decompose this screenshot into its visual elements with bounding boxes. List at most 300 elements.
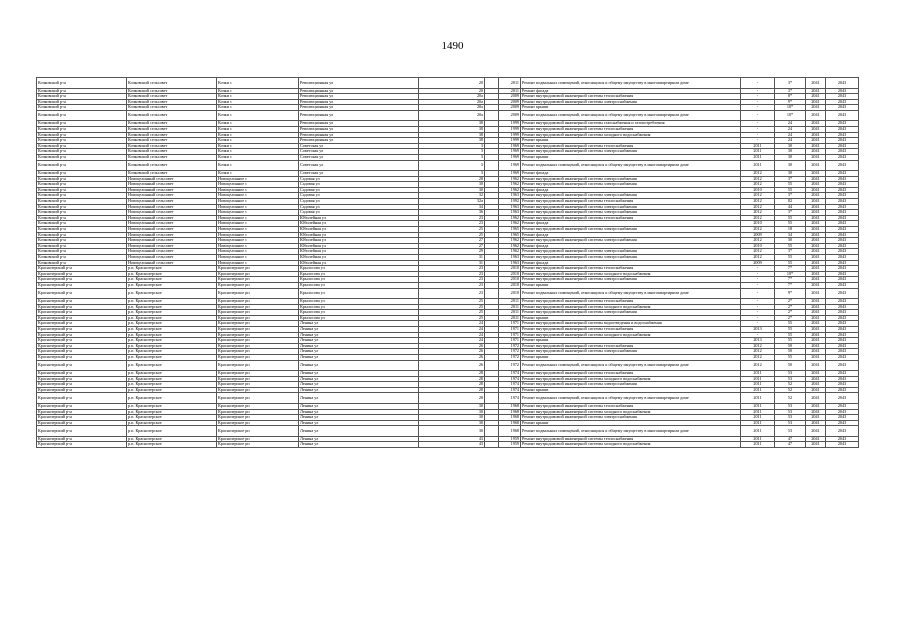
street-cell: Юбилейная ул (299, 238, 419, 244)
service-life-cell: 55 (775, 254, 806, 260)
plan-year-start-cell: 2041 (806, 160, 826, 171)
house-cell: 25 (419, 299, 485, 305)
year-cell: 1971 (499, 326, 521, 332)
start-year-cell: 2011 (741, 143, 775, 149)
district-cell: Кочковский р-н (37, 249, 127, 255)
plan-year-start-cell: 2041 (806, 243, 826, 249)
locality-cell: Новоцелинное с (217, 210, 299, 216)
locality-cell: Краснозерское рп (217, 288, 299, 299)
settlement-cell: р.п. Краснозерское (127, 326, 217, 332)
house-cell: 32а (419, 199, 485, 205)
locality-cell: Краснозерское рп (217, 326, 299, 332)
district-cell: Кочковский р-н (37, 254, 127, 260)
service-life-cell: 82 (775, 199, 806, 205)
settlement-cell: р.п. Краснозерское (127, 282, 217, 288)
service-life-cell: 30 (775, 238, 806, 244)
work-type-cell: Ремонт фасада (521, 187, 741, 193)
plan-year-start-cell: 2041 (806, 110, 826, 121)
start-year-cell: 2012 (741, 238, 775, 244)
year-cell: 1962 (499, 215, 521, 221)
service-life-cell: 53 (775, 371, 806, 377)
house-cell: 28 (419, 393, 485, 404)
service-life-cell: 55 (775, 243, 806, 249)
year-cell: 1974 (499, 393, 521, 404)
plan-year-end-cell: 2043 (826, 288, 859, 299)
work-type-cell: Ремонт подвальных помещений, относящихся к общему имуществу в многоквартирном доме (521, 426, 741, 437)
house-cell: 23 (419, 271, 485, 277)
locality-cell: Кочки с (217, 154, 299, 160)
house-cell: 36 (419, 210, 485, 216)
settlement-cell: Новоцелинный сельсовет (127, 254, 217, 260)
year-cell: 2010 (499, 288, 521, 299)
locality-cell: Новоцелинное с (217, 249, 299, 255)
settlement-cell: Новоцелинный сельсовет (127, 204, 217, 210)
locality-cell: Краснозерское рп (217, 403, 299, 409)
district-cell: Кочковский р-н (37, 215, 127, 221)
service-life-cell: 53 (775, 415, 806, 421)
work-type-cell: Ремонт внутридомовой инженерной системы электроснабжения (521, 99, 741, 105)
work-type-cell: Ремонт подвальных помещений, относящихся к общему имуществу в многоквартирном доме (521, 288, 741, 299)
settlement-cell: р.п. Краснозерское (127, 332, 217, 338)
plan-year-end-cell: 2043 (826, 409, 859, 415)
locality-cell: Кочки с (217, 171, 299, 177)
year-cell: 1974 (499, 382, 521, 388)
start-year-cell: 2010 (741, 221, 775, 227)
start-year-cell: - (741, 304, 775, 310)
plan-year-end-cell: 2043 (826, 187, 859, 193)
work-type-cell: Ремонт крыши (521, 338, 741, 344)
building-cell (485, 110, 499, 121)
work-type-cell: Ремонт внутридомовой инженерной системы теплоснабжения (521, 403, 741, 409)
start-year-cell: 2012 (741, 210, 775, 216)
street-cell: Революционная ул (299, 126, 419, 132)
house-cell: 20 (419, 78, 485, 89)
start-year-cell: - (741, 126, 775, 132)
locality-cell: Кочки с (217, 138, 299, 144)
year-cell: 1962 (499, 238, 521, 244)
settlement-cell: Новоцелинный сельсовет (127, 199, 217, 205)
plan-year-start-cell: 2041 (806, 436, 826, 442)
district-cell: Краснозерский р-н (37, 332, 127, 338)
start-year-cell: 2011 (741, 403, 775, 409)
year-cell: 1963 (499, 254, 521, 260)
service-life-cell: 52 (775, 393, 806, 404)
street-cell: Крылосова ул (299, 271, 419, 277)
start-year-cell: - (741, 99, 775, 105)
district-cell: Кочковский р-н (37, 171, 127, 177)
work-type-cell: Ремонт внутридомовой инженерной системы электроснабжения (521, 210, 741, 216)
plan-year-start-cell: 2041 (806, 393, 826, 404)
street-cell: Революционная ул (299, 94, 419, 100)
district-cell: Кочковский р-н (37, 238, 127, 244)
house-cell: 30 (419, 187, 485, 193)
start-year-cell: 2012 (741, 204, 775, 210)
house-cell: 23 (419, 221, 485, 227)
service-life-cell: 3* (775, 249, 806, 255)
district-cell: Краснозерский р-н (37, 349, 127, 355)
house-cell: 30 (419, 420, 485, 426)
plan-year-start-cell: 2041 (806, 426, 826, 437)
start-year-cell: 2012 (741, 215, 775, 221)
street-cell: Ленина ул (299, 338, 419, 344)
plan-year-start-cell: 2041 (806, 232, 826, 238)
service-life-cell: 7* (775, 266, 806, 272)
street-cell: Революционная ул (299, 78, 419, 89)
locality-cell: Новоцелинное с (217, 176, 299, 182)
district-cell: Краснозерский р-н (37, 343, 127, 349)
settlement-cell: р.п. Краснозерское (127, 304, 217, 310)
street-cell: Крылосова ул (299, 304, 419, 310)
locality-cell: Краснозерское рп (217, 442, 299, 448)
house-cell: 27 (419, 243, 485, 249)
plan-year-start-cell: 2041 (806, 387, 826, 393)
service-life-cell: 30 (775, 143, 806, 149)
house-cell: 38 (419, 132, 485, 138)
year-cell: 1965 (499, 226, 521, 232)
house-cell: 3 (419, 154, 485, 160)
street-cell: Крылосова ул (299, 315, 419, 321)
service-life-cell: 44 (775, 204, 806, 210)
building-cell (485, 442, 499, 448)
plan-year-end-cell: 2043 (826, 442, 859, 448)
building-cell (485, 360, 499, 371)
settlement-cell: Кочковский сельсовет (127, 160, 217, 171)
district-cell: Краснозерский р-н (37, 299, 127, 305)
house-cell: 30 (419, 182, 485, 188)
house-cell: 31 (419, 254, 485, 260)
work-type-cell: Ремонт фасада (521, 88, 741, 94)
settlement-cell: р.п. Краснозерское (127, 321, 217, 327)
street-cell: Садовая ул (299, 193, 419, 199)
year-cell: 2011 (499, 310, 521, 316)
service-life-cell: 55 (775, 260, 806, 266)
street-cell: Ленина ул (299, 332, 419, 338)
plan-year-start-cell: 2041 (806, 282, 826, 288)
work-type-cell: Ремонт фасада (521, 171, 741, 177)
table-row (37, 160, 859, 171)
year-cell: 2011 (499, 304, 521, 310)
street-cell: Ленина ул (299, 371, 419, 377)
street-cell: Революционная ул (299, 99, 419, 105)
service-life-cell: 9* (775, 99, 806, 105)
street-cell: Садовая ул (299, 187, 419, 193)
district-cell: Кочковский р-н (37, 210, 127, 216)
work-type-cell: Ремонт внутридомовой инженерной системы электроснабжения (521, 182, 741, 188)
locality-cell: Краснозерское рп (217, 376, 299, 382)
plan-year-start-cell: 2041 (806, 149, 826, 155)
locality-cell: Краснозерское рп (217, 343, 299, 349)
work-type-cell: Ремонт внутридомовой инженерной системы электроснабжения (521, 238, 741, 244)
plan-year-start-cell: 2041 (806, 343, 826, 349)
service-life-cell: 34 (775, 232, 806, 238)
start-year-cell: 2010 (741, 243, 775, 249)
service-life-cell: 10* (775, 110, 806, 121)
house-cell: 3 (419, 143, 485, 149)
year-cell: 1969 (499, 149, 521, 155)
work-type-cell: Ремонт внутридомовой инженерной системы электроснабжения (521, 204, 741, 210)
locality-cell: Краснозерское рп (217, 415, 299, 421)
plan-year-end-cell: 2043 (826, 243, 859, 249)
year-cell: 1999 (499, 126, 521, 132)
plan-year-start-cell: 2041 (806, 409, 826, 415)
house-cell: 23 (419, 277, 485, 283)
street-cell: Юбилейная ул (299, 254, 419, 260)
service-life-cell: 47 (775, 436, 806, 442)
work-type-cell: Ремонт внутридомовой инженерной системы теплоснабжения (521, 94, 741, 100)
plan-year-start-cell: 2041 (806, 415, 826, 421)
district-cell: Кочковский р-н (37, 232, 127, 238)
service-life-cell: 52 (775, 387, 806, 393)
plan-year-start-cell: 2041 (806, 238, 826, 244)
building-cell (485, 426, 499, 437)
service-life-cell: 24 (775, 132, 806, 138)
settlement-cell: Кочковский сельсовет (127, 99, 217, 105)
settlement-cell: Новоцелинный сельсовет (127, 182, 217, 188)
year-cell: 1971 (499, 332, 521, 338)
work-type-cell: Ремонт внутридомовой инженерной системы теплоснабжения (521, 371, 741, 377)
plan-year-end-cell: 2043 (826, 110, 859, 121)
work-type-cell: Ремонт фасада (521, 243, 741, 249)
street-cell: Ленина ул (299, 326, 419, 332)
service-life-cell: 30 (775, 171, 806, 177)
plan-year-end-cell: 2043 (826, 332, 859, 338)
plan-year-start-cell: 2041 (806, 193, 826, 199)
service-life-cell: 55 (775, 338, 806, 344)
work-type-cell: Ремонт внутридомовой инженерной системы газоснабжения и газопотребления (521, 121, 741, 127)
service-life-cell: 2* (775, 304, 806, 310)
table-row (37, 360, 859, 371)
settlement-cell: р.п. Краснозерское (127, 382, 217, 388)
district-cell: Краснозерский р-н (37, 376, 127, 382)
start-year-cell: 2013 (741, 326, 775, 332)
district-cell: Кочковский р-н (37, 176, 127, 182)
plan-year-start-cell: 2041 (806, 260, 826, 266)
year-cell: 1972 (499, 349, 521, 355)
work-type-cell: Ремонт внутридомовой инженерной системы холодного водоснабжения (521, 409, 741, 415)
plan-year-end-cell: 2043 (826, 132, 859, 138)
street-cell: Ленина ул (299, 360, 419, 371)
plan-year-end-cell: 2043 (826, 349, 859, 355)
street-cell: Садовая ул (299, 204, 419, 210)
settlement-cell: р.п. Краснозерское (127, 415, 217, 421)
settlement-cell: р.п. Краснозерское (127, 354, 217, 360)
settlement-cell: р.п. Краснозерское (127, 338, 217, 344)
house-cell: 34 (419, 204, 485, 210)
plan-year-end-cell: 2043 (826, 382, 859, 388)
plan-year-start-cell: 2041 (806, 210, 826, 216)
plan-year-end-cell: 2043 (826, 436, 859, 442)
work-type-cell: Ремонт подвальных помещений, относящихся к общему имуществу в многоквартирном доме (521, 160, 741, 171)
start-year-cell: 2011 (741, 420, 775, 426)
locality-cell: Новоцелинное с (217, 232, 299, 238)
locality-cell: Новоцелинное с (217, 182, 299, 188)
work-type-cell: Ремонт внутридомовой инженерной системы электроснабжения (521, 193, 741, 199)
locality-cell: Краснозерское рп (217, 349, 299, 355)
street-cell: Садовая ул (299, 182, 419, 188)
plan-year-end-cell: 2043 (826, 204, 859, 210)
house-cell: 20а (419, 94, 485, 100)
locality-cell: Кочки с (217, 121, 299, 127)
street-cell: Ленина ул (299, 321, 419, 327)
service-life-cell: 10* (775, 105, 806, 111)
house-cell: 3 (419, 149, 485, 155)
house-cell: 24 (419, 321, 485, 327)
service-life-cell: 2* (775, 299, 806, 305)
plan-year-start-cell: 2041 (806, 154, 826, 160)
house-cell: 30 (419, 409, 485, 415)
start-year-cell: 2011 (741, 376, 775, 382)
plan-year-end-cell: 2043 (826, 193, 859, 199)
house-cell: 20 (419, 88, 485, 94)
house-cell: 29 (419, 249, 485, 255)
settlement-cell: р.п. Краснозерское (127, 426, 217, 437)
plan-year-end-cell: 2043 (826, 254, 859, 260)
plan-year-end-cell: 2043 (826, 266, 859, 272)
start-year-cell: - (741, 110, 775, 121)
start-year-cell: 2011 (741, 154, 775, 160)
locality-cell: Новоцелинное с (217, 187, 299, 193)
year-cell: 1971 (499, 321, 521, 327)
work-type-cell: Ремонт крыши (521, 354, 741, 360)
district-cell: Кочковский р-н (37, 160, 127, 171)
house-cell: 28 (419, 176, 485, 182)
locality-cell: Краснозерское рп (217, 436, 299, 442)
service-life-cell: 55 (775, 182, 806, 188)
plan-year-end-cell: 2043 (826, 99, 859, 105)
house-cell: 26 (419, 360, 485, 371)
work-type-cell: Ремонт внутридомовой инженерной системы теплоснабжения (521, 299, 741, 305)
work-type-cell: Ремонт внутридомовой инженерной системы электроснабжения (521, 277, 741, 283)
plan-year-start-cell: 2041 (806, 78, 826, 89)
building-cell (485, 288, 499, 299)
start-year-cell: - (741, 315, 775, 321)
plan-year-start-cell: 2041 (806, 171, 826, 177)
locality-cell: Краснозерское рп (217, 426, 299, 437)
start-year-cell: 2012 (741, 171, 775, 177)
settlement-cell: Кочковский сельсовет (127, 138, 217, 144)
district-cell: Краснозерский р-н (37, 326, 127, 332)
year-cell: 1969 (499, 154, 521, 160)
house-cell: 30 (419, 415, 485, 421)
year-cell: 1963 (499, 210, 521, 216)
work-type-cell: Ремонт внутридомовой инженерной системы холодного водоснабжения (521, 271, 741, 277)
house-cell: 20а (419, 99, 485, 105)
work-type-cell: Ремонт внутридомовой инженерной системы электроснабжения (521, 310, 741, 316)
plan-year-end-cell: 2043 (826, 321, 859, 327)
start-year-cell: - (741, 310, 775, 316)
plan-year-start-cell: 2041 (806, 277, 826, 283)
service-life-cell: 8* (775, 94, 806, 100)
locality-cell: Кочки с (217, 126, 299, 132)
table-row (37, 426, 859, 437)
district-cell: Краснозерский р-н (37, 277, 127, 283)
locality-cell: Кочки с (217, 110, 299, 121)
year-cell: 1968 (499, 426, 521, 437)
start-year-cell: - (741, 266, 775, 272)
locality-cell: Новоцелинное с (217, 254, 299, 260)
settlement-cell: р.п. Краснозерское (127, 371, 217, 377)
district-cell: Кочковский р-н (37, 243, 127, 249)
street-cell: Ленина ул (299, 382, 419, 388)
work-type-cell: Ремонт крыши (521, 138, 741, 144)
year-cell: 1965 (499, 232, 521, 238)
house-cell: 31 (419, 260, 485, 266)
district-cell: Кочковский р-н (37, 110, 127, 121)
district-cell: Кочковский р-н (37, 121, 127, 127)
start-year-cell: - (741, 332, 775, 338)
building-cell (485, 78, 499, 89)
service-life-cell: 24 (775, 126, 806, 132)
plan-year-start-cell: 2041 (806, 266, 826, 272)
year-cell: 1969 (499, 171, 521, 177)
settlement-cell: Новоцелинный сельсовет (127, 176, 217, 182)
work-type-cell: Ремонт крыши (521, 105, 741, 111)
start-year-cell: - (741, 138, 775, 144)
street-cell: Ленина ул (299, 436, 419, 442)
locality-cell: Краснозерское рп (217, 387, 299, 393)
settlement-cell: р.п. Краснозерское (127, 343, 217, 349)
start-year-cell: 2012 (741, 226, 775, 232)
house-cell: 28 (419, 371, 485, 377)
district-cell: Краснозерский р-н (37, 393, 127, 404)
settlement-cell: Кочковский сельсовет (127, 154, 217, 160)
district-cell: Краснозерский р-н (37, 415, 127, 421)
house-cell: 25 (419, 304, 485, 310)
year-cell: 1974 (499, 371, 521, 377)
locality-cell: Новоцелинное с (217, 204, 299, 210)
street-cell: Ленина ул (299, 420, 419, 426)
page-number: 1490 (441, 40, 464, 52)
service-life-cell: 55 (775, 215, 806, 221)
plan-year-start-cell: 2041 (806, 121, 826, 127)
house-cell: 27 (419, 238, 485, 244)
plan-year-start-cell: 2041 (806, 199, 826, 205)
plan-year-end-cell: 2043 (826, 94, 859, 100)
work-type-cell: Ремонт внутридомовой инженерной системы теплоснабжения (521, 343, 741, 349)
year-cell: 1963 (499, 193, 521, 199)
year-cell: 1968 (499, 415, 521, 421)
plan-year-end-cell: 2043 (826, 282, 859, 288)
street-cell: Юбилейная ул (299, 226, 419, 232)
district-cell: Кочковский р-н (37, 99, 127, 105)
start-year-cell: - (741, 88, 775, 94)
plan-year-start-cell: 2041 (806, 204, 826, 210)
settlement-cell: р.п. Краснозерское (127, 315, 217, 321)
plan-year-start-cell: 2041 (806, 349, 826, 355)
year-cell: 1999 (499, 132, 521, 138)
plan-year-start-cell: 2041 (806, 138, 826, 144)
district-cell: Краснозерский р-н (37, 266, 127, 272)
start-year-cell: 2012 (741, 193, 775, 199)
locality-cell: Краснозерское рп (217, 299, 299, 305)
settlement-cell: Кочковский сельсовет (127, 121, 217, 127)
work-type-cell: Ремонт подвальных помещений, относящихся к общему имуществу в многоквартирном доме (521, 110, 741, 121)
settlement-cell: Кочковский сельсовет (127, 149, 217, 155)
plan-year-start-cell: 2041 (806, 221, 826, 227)
locality-cell: Новоцелинное с (217, 215, 299, 221)
service-life-cell: 50 (775, 343, 806, 349)
locality-cell: Краснозерское рп (217, 354, 299, 360)
table-row (37, 288, 859, 299)
service-life-cell: 55 (775, 221, 806, 227)
locality-cell: Новоцелинное с (217, 226, 299, 232)
plan-year-end-cell: 2043 (826, 105, 859, 111)
settlement-cell: Новоцелинный сельсовет (127, 215, 217, 221)
district-cell: Кочковский р-н (37, 132, 127, 138)
plan-year-start-cell: 2041 (806, 143, 826, 149)
start-year-cell: 2011 (741, 415, 775, 421)
service-life-cell: 47 (775, 442, 806, 448)
